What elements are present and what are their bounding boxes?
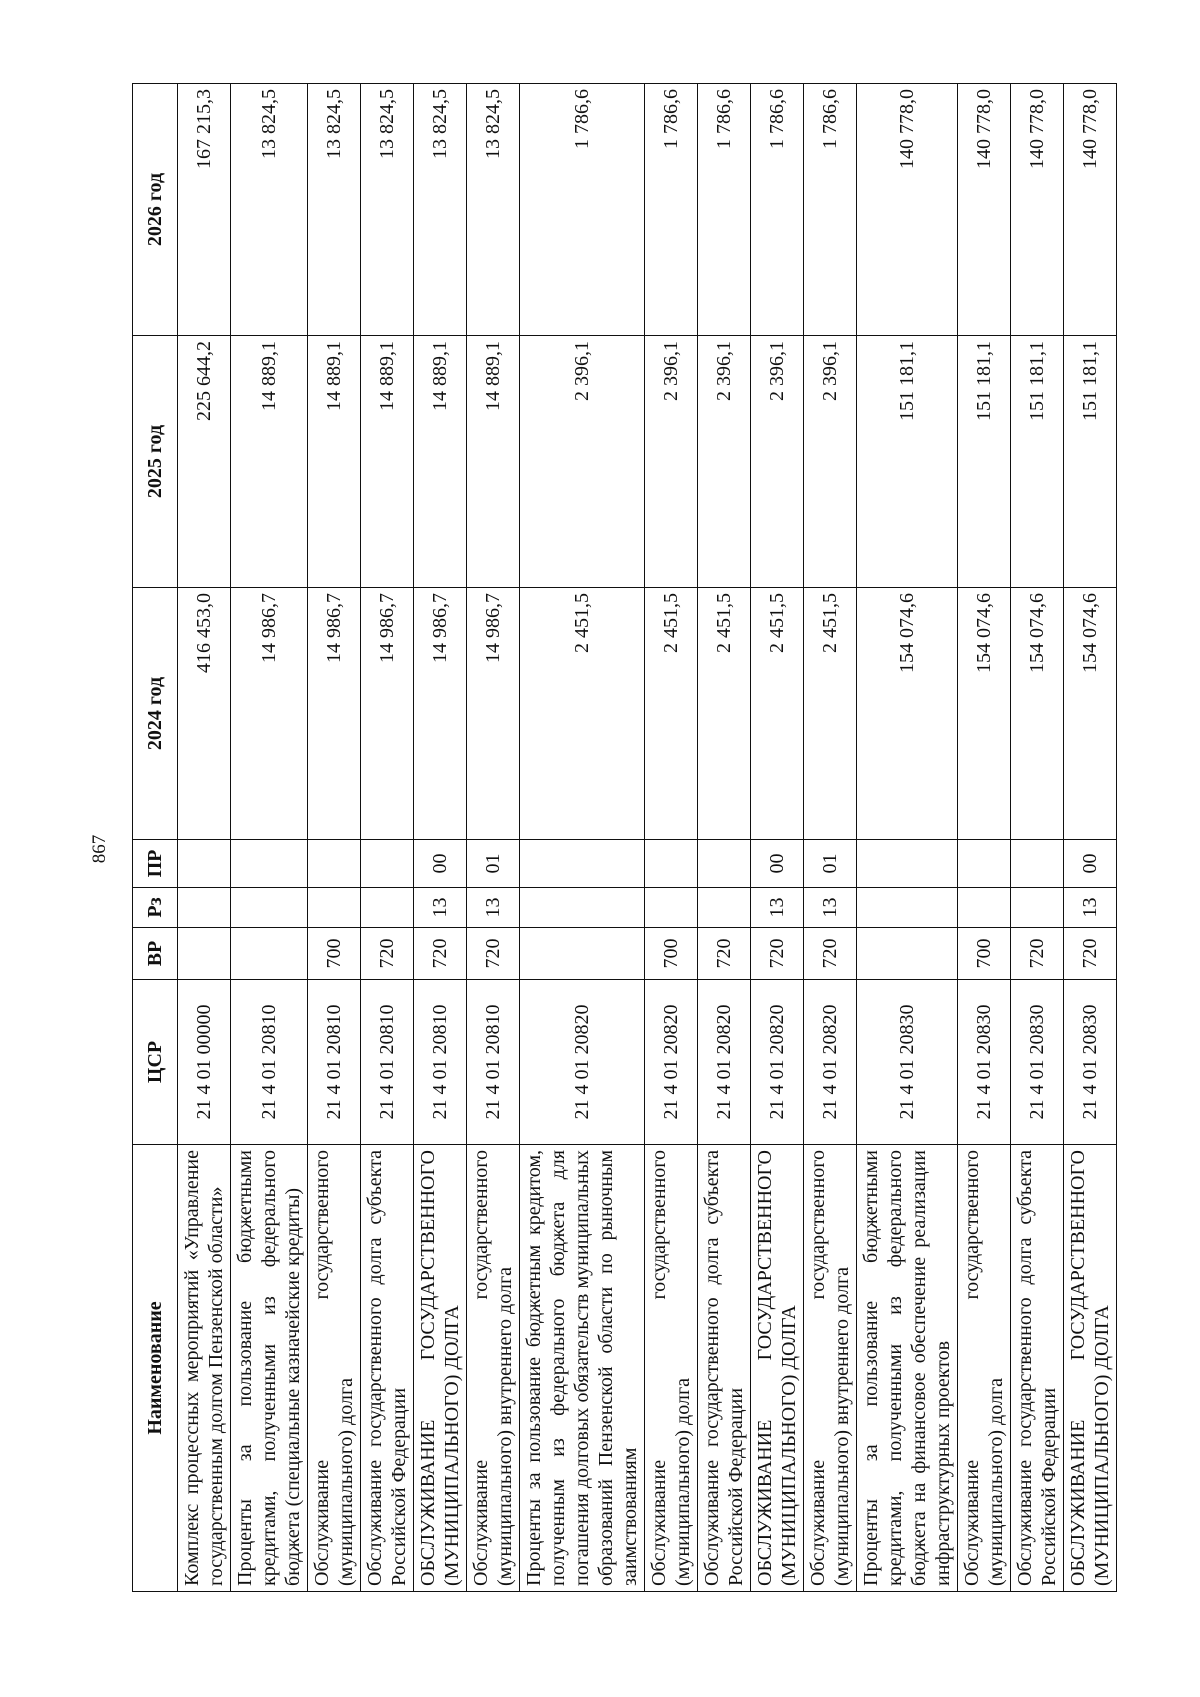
table-row xyxy=(414,84,467,1592)
header-2026: 2026 год xyxy=(133,84,178,336)
cell-2024: 154 074,6 xyxy=(1011,588,1064,840)
page-number: 867 xyxy=(89,834,110,864)
cell-2026: 1 786,6 xyxy=(520,84,645,336)
cell-2026: 13 824,5 xyxy=(414,84,467,336)
table-row xyxy=(804,84,857,1592)
cell-2024: 14 986,7 xyxy=(467,588,520,840)
cell-vr xyxy=(857,928,958,980)
table-row xyxy=(467,84,520,1592)
cell-rz xyxy=(645,888,698,928)
cell-2026: 13 824,5 xyxy=(361,84,414,336)
cell-2024: 154 074,6 xyxy=(1064,588,1117,840)
cell-rz xyxy=(1011,888,1064,928)
cell-vr: 720 xyxy=(698,928,751,980)
cell-csr: 21 4 01 20830 xyxy=(1011,980,1064,1145)
cell-rz xyxy=(520,888,645,928)
cell-2025: 2 396,1 xyxy=(645,336,698,588)
cell-csr: 21 4 01 20820 xyxy=(804,980,857,1145)
budget-table xyxy=(132,83,1117,1592)
cell-vr xyxy=(231,928,308,980)
cell-2026: 140 778,0 xyxy=(1011,84,1064,336)
cell-2025: 2 396,1 xyxy=(751,336,804,588)
cell-csr: 21 4 01 20820 xyxy=(645,980,698,1145)
cell-2025: 14 889,1 xyxy=(231,336,308,588)
cell-pr xyxy=(698,840,751,888)
cell-rz: 13 xyxy=(751,888,804,928)
cell-name: Проценты за пользование бюджетными кредитами, полученными из федерального бюджета на финансовое обеспечение реализации инфраструктурных проектов xyxy=(857,1145,958,1592)
cell-2024: 2 451,5 xyxy=(520,588,645,840)
cell-pr xyxy=(520,840,645,888)
table-row xyxy=(361,84,414,1592)
cell-rz xyxy=(698,888,751,928)
cell-2024: 2 451,5 xyxy=(751,588,804,840)
cell-2025: 14 889,1 xyxy=(308,336,361,588)
cell-2025: 151 181,1 xyxy=(1064,336,1117,588)
cell-pr: 01 xyxy=(804,840,857,888)
table-row xyxy=(308,84,361,1592)
cell-2024: 2 451,5 xyxy=(698,588,751,840)
cell-2024: 14 986,7 xyxy=(231,588,308,840)
cell-rz: 13 xyxy=(467,888,520,928)
cell-2026: 13 824,5 xyxy=(467,84,520,336)
cell-2025: 2 396,1 xyxy=(520,336,645,588)
cell-2025: 225 644,2 xyxy=(178,336,231,588)
cell-vr: 720 xyxy=(1011,928,1064,980)
cell-2025: 14 889,1 xyxy=(414,336,467,588)
cell-vr: 720 xyxy=(1064,928,1117,980)
cell-pr xyxy=(178,840,231,888)
cell-rz: 13 xyxy=(414,888,467,928)
cell-rz xyxy=(857,888,958,928)
cell-pr xyxy=(308,840,361,888)
cell-name: Обслуживание государственного долга субъекта Российской Федерации xyxy=(1011,1145,1064,1592)
cell-2025: 14 889,1 xyxy=(467,336,520,588)
cell-name: Обслуживание государственного (муниципального) внутреннего долга xyxy=(467,1145,520,1592)
cell-csr: 21 4 01 20830 xyxy=(857,980,958,1145)
cell-csr: 21 4 01 20830 xyxy=(1064,980,1117,1145)
cell-csr: 21 4 01 20810 xyxy=(414,980,467,1145)
cell-rz xyxy=(958,888,1011,928)
cell-pr: 01 xyxy=(467,840,520,888)
header-2025: 2025 год xyxy=(133,336,178,588)
cell-name: Обслуживание государственного (муниципального) долга xyxy=(308,1145,361,1592)
cell-name: Обслуживание государственного долга субъекта Российской Федерации xyxy=(698,1145,751,1592)
cell-pr xyxy=(231,840,308,888)
cell-2026: 140 778,0 xyxy=(1064,84,1117,336)
cell-2026: 167 215,3 xyxy=(178,84,231,336)
cell-csr: 21 4 01 20810 xyxy=(361,980,414,1145)
cell-csr: 21 4 01 20820 xyxy=(698,980,751,1145)
cell-csr: 21 4 01 20810 xyxy=(308,980,361,1145)
cell-vr: 700 xyxy=(308,928,361,980)
cell-vr: 720 xyxy=(751,928,804,980)
cell-csr: 21 4 01 00000 xyxy=(178,980,231,1145)
cell-2025: 2 396,1 xyxy=(804,336,857,588)
cell-name: Обслуживание государственного (муниципального) долга xyxy=(958,1145,1011,1592)
cell-pr: 00 xyxy=(751,840,804,888)
header-csr: ЦСР xyxy=(133,980,178,1145)
cell-rz: 13 xyxy=(804,888,857,928)
cell-2025: 151 181,1 xyxy=(857,336,958,588)
cell-name: Проценты за пользование бюджетными кредитами, полученными из федерального бюджета (специальные казначейские кредиты) xyxy=(231,1145,308,1592)
cell-pr xyxy=(361,840,414,888)
table-row xyxy=(857,84,958,1592)
table-row xyxy=(1064,84,1117,1592)
cell-name: ОБСЛУЖИВАНИЕ ГОСУДАРСТВЕННОГО (МУНИЦИПАЛЬНОГО) ДОЛГА xyxy=(1064,1145,1117,1592)
cell-csr: 21 4 01 20810 xyxy=(231,980,308,1145)
cell-2026: 1 786,6 xyxy=(698,84,751,336)
cell-2026: 140 778,0 xyxy=(958,84,1011,336)
cell-name: Проценты за пользование бюджетным кредитом, полученным из федерального бюджета для погашения долговых обязательств муниципальных образований Пензенской области по рыночным заимствованиям xyxy=(520,1145,645,1592)
header-pr: ПР xyxy=(133,840,178,888)
cell-2026: 140 778,0 xyxy=(857,84,958,336)
cell-csr: 21 4 01 20830 xyxy=(958,980,1011,1145)
cell-2024: 14 986,7 xyxy=(414,588,467,840)
cell-csr: 21 4 01 20820 xyxy=(520,980,645,1145)
cell-rz xyxy=(361,888,414,928)
table-row xyxy=(645,84,698,1592)
cell-rz xyxy=(178,888,231,928)
cell-vr: 720 xyxy=(804,928,857,980)
table-row xyxy=(751,84,804,1592)
cell-name: Обслуживание государственного (муниципального) внутреннего долга xyxy=(804,1145,857,1592)
cell-2026: 13 824,5 xyxy=(308,84,361,336)
header-2024: 2024 год xyxy=(133,588,178,840)
table-row xyxy=(1011,84,1064,1592)
cell-vr: 720 xyxy=(361,928,414,980)
cell-rz xyxy=(308,888,361,928)
cell-pr: 00 xyxy=(414,840,467,888)
cell-2026: 1 786,6 xyxy=(645,84,698,336)
cell-2026: 13 824,5 xyxy=(231,84,308,336)
header-name: Наименование xyxy=(133,1145,178,1592)
cell-2024: 154 074,6 xyxy=(958,588,1011,840)
header-rz: Рз xyxy=(133,888,178,928)
cell-pr xyxy=(1011,840,1064,888)
header-vr: ВР xyxy=(133,928,178,980)
cell-name: Обслуживание государственного (муниципального) долга xyxy=(645,1145,698,1592)
cell-2026: 1 786,6 xyxy=(751,84,804,336)
cell-pr xyxy=(958,840,1011,888)
cell-vr: 720 xyxy=(414,928,467,980)
cell-rz xyxy=(231,888,308,928)
table-row xyxy=(958,84,1011,1592)
cell-csr: 21 4 01 20820 xyxy=(751,980,804,1145)
cell-2025: 2 396,1 xyxy=(698,336,751,588)
cell-2024: 2 451,5 xyxy=(804,588,857,840)
table-header-row xyxy=(133,84,178,1592)
cell-2026: 1 786,6 xyxy=(804,84,857,336)
cell-pr: 00 xyxy=(1064,840,1117,888)
cell-2025: 14 889,1 xyxy=(361,336,414,588)
cell-vr: 700 xyxy=(645,928,698,980)
cell-2024: 416 453,0 xyxy=(178,588,231,840)
cell-vr: 720 xyxy=(467,928,520,980)
cell-name: Обслуживание государственного долга субъекта Российской Федерации xyxy=(361,1145,414,1592)
cell-pr xyxy=(857,840,958,888)
cell-vr xyxy=(520,928,645,980)
cell-2024: 14 986,7 xyxy=(308,588,361,840)
cell-2024: 14 986,7 xyxy=(361,588,414,840)
cell-2024: 2 451,5 xyxy=(645,588,698,840)
cell-name: Комплекс процессных мероприятий «Управление государственным долгом Пензенской области» xyxy=(178,1145,231,1592)
cell-vr xyxy=(178,928,231,980)
table-body xyxy=(178,84,1117,1592)
cell-2025: 151 181,1 xyxy=(1011,336,1064,588)
cell-name: ОБСЛУЖИВАНИЕ ГОСУДАРСТВЕННОГО (МУНИЦИПАЛЬНОГО) ДОЛГА xyxy=(751,1145,804,1592)
cell-name: ОБСЛУЖИВАНИЕ ГОСУДАРСТВЕННОГО (МУНИЦИПАЛЬНОГО) ДОЛГА xyxy=(414,1145,467,1592)
cell-2024: 154 074,6 xyxy=(857,588,958,840)
table-row xyxy=(231,84,308,1592)
cell-pr xyxy=(645,840,698,888)
cell-rz: 13 xyxy=(1064,888,1117,928)
table-row xyxy=(698,84,751,1592)
table-row xyxy=(520,84,645,1592)
table-row xyxy=(178,84,231,1592)
cell-csr: 21 4 01 20810 xyxy=(467,980,520,1145)
cell-vr: 700 xyxy=(958,928,1011,980)
cell-2025: 151 181,1 xyxy=(958,336,1011,588)
budget-table-container xyxy=(132,84,1113,1592)
